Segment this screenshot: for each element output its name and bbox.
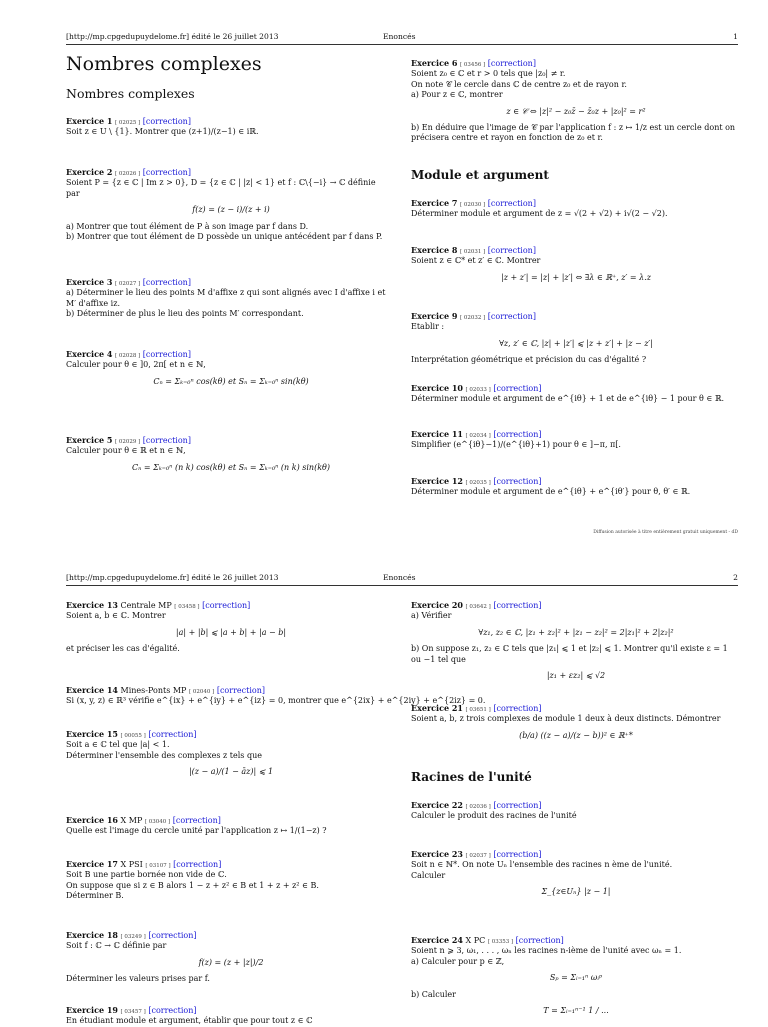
correction-link[interactable]: [correction] — [142, 168, 191, 177]
exercise-1 — [66, 116, 396, 138]
exercise-text: Soient z ∈ ℂ* et z′ ∈ ℂ. Montrer — [411, 256, 541, 266]
exercise-text: Calculer pour θ ∈ ℝ et n ∈ ℕ, — [66, 446, 186, 456]
exercise-heading — [411, 703, 741, 714]
exercise-code: [ 03651 ] — [465, 707, 491, 713]
exercise-source: X PC — [465, 936, 486, 945]
correction-link[interactable]: [correction] — [142, 117, 191, 126]
exercise-label: Exercice 21 — [411, 703, 463, 713]
correction-link[interactable]: [correction] — [216, 686, 265, 695]
exercise-8 — [411, 245, 741, 289]
exercise-code: [ 02032 ] — [459, 315, 486, 321]
display-formula: T = Σᵢ₌₁ⁿ⁻¹ 1 / ... — [543, 1005, 609, 1015]
exercise-label: Exercice 13 — [66, 600, 118, 610]
exercise-text: M′ d'affixe iz. — [66, 298, 120, 308]
exercise-label: Exercice 17 — [66, 859, 118, 869]
exercise-code: [ 03353 ] — [487, 939, 514, 945]
exercise-code: [ 03458 ] — [174, 604, 200, 610]
exercise-label: Exercice 16 — [66, 815, 118, 825]
exercise-text: a) Calculer pour p ∈ ℤ, — [411, 956, 505, 966]
exercise-label: Exercice 6 — [411, 58, 458, 68]
display-formula: f(z) = (z + |z|)/2 — [198, 957, 264, 967]
exercise-heading — [66, 1005, 396, 1016]
exercise-heading — [411, 198, 741, 209]
exercise-6 — [411, 58, 741, 144]
exercise-code: [ 03456 ] — [459, 62, 486, 68]
exercise-label: Exercice 10 — [411, 383, 463, 393]
footer-note: Diffusion autorisée à titre entièrement gratuit uniquement - dD — [593, 530, 738, 535]
exercise-9 — [411, 311, 741, 366]
header-url[interactable]: [http://mp.cpgedupuydelome.fr] édité le 26 juillet 2013 — [66, 573, 279, 582]
exercise-label: Exercice 5 — [66, 435, 113, 445]
exercise-heading — [66, 815, 396, 826]
exercise-label: Exercice 9 — [411, 311, 458, 321]
exercise-text: par — [66, 188, 80, 198]
exercise-4 — [66, 349, 396, 393]
display-formula: Cₙ = Σₖ₌₀ⁿ (n k) cos(kθ) et Sₙ = Σₖ₌₀ⁿ (n k) sin(kθ) — [132, 462, 330, 472]
section-title: Nombres complexes — [66, 86, 195, 101]
exercise-text: Calculer le produit des racines de l'unité — [411, 811, 577, 821]
exercise-heading — [66, 349, 396, 360]
exercise-heading — [66, 116, 396, 127]
exercise-5 — [66, 435, 396, 479]
exercise-code: [ 02029 ] — [114, 439, 141, 445]
exercise-text: Soient n ⩾ 3, ω₁, . . . , ωₙ les racines n-ième de l'unité avec ωₙ = 1. — [411, 946, 682, 956]
correction-link[interactable]: [correction] — [142, 350, 191, 359]
exercise-text: et préciser les cas d'égalité. — [66, 644, 180, 654]
display-formula: |z₁ + εz₂| ⩽ √2 — [546, 670, 606, 680]
correction-link[interactable]: [correction] — [142, 278, 191, 287]
header-url[interactable]: [http://mp.cpgedupuydelome.fr] édité le 26 juillet 2013 — [66, 32, 279, 41]
exercise-text: Déterminer module et argument de e^{iθ} + e^{iθ′} pour θ, θ′ ∈ ℝ. — [411, 487, 691, 497]
exercise-text: a) Déterminer le lieu des points M d'affixe z qui sont alignés avec I d'affixe i et — [66, 288, 386, 298]
correction-link[interactable]: [correction] — [148, 730, 197, 739]
exercise-text: En étudiant module et argument, établir que pour tout z ∈ ℂ — [66, 1016, 313, 1026]
page-header — [66, 32, 738, 45]
page-number: 1 — [733, 32, 738, 41]
exercise-label: Exercice 22 — [411, 800, 463, 810]
exercise-23 — [411, 849, 741, 904]
exercise-text: Calculer — [411, 870, 446, 880]
exercise-heading — [66, 277, 396, 288]
exercise-text: Déterminer l'ensemble des complexes z tels que — [66, 750, 262, 760]
exercise-source: X MP — [120, 816, 143, 825]
exercise-text: Soit z ∈ U \ {1}. Montrer que (z+1)/(z−1) ∈ iℝ. — [66, 127, 259, 137]
exercise-source: X PSI — [120, 860, 143, 869]
display-formula: (b/a) ((z − a)/(z − b))² ∈ ℝ⁺* — [519, 730, 633, 740]
display-formula: Cₙ = Σₖ₌₀ⁿ cos(kθ) et Sₙ = Σₖ₌₀ⁿ sin(kθ) — [153, 376, 309, 386]
display-formula: |(z − a)/(1 − āz)| ⩽ 1 — [188, 767, 274, 777]
exercise-heading — [411, 245, 741, 256]
exercise-11 — [411, 429, 741, 451]
correction-link[interactable]: [correction] — [493, 384, 542, 393]
correction-link[interactable]: [correction] — [493, 430, 542, 439]
display-formula: Sₚ = Σᵢ₌₁ⁿ ωᵢᵖ — [549, 973, 603, 983]
exercise-text: Soit n ∈ ℕ*. On note Uₙ l'ensemble des racines n ème de l'unité. — [411, 860, 673, 870]
correction-link[interactable]: [correction] — [173, 860, 222, 869]
header-center: Enoncés — [383, 573, 416, 582]
exercise-text: Interprétation géométrique et précision du cas d'égalité ? — [411, 355, 647, 365]
exercise-code: [ 02028 ] — [114, 353, 141, 359]
exercise-text: b) Calculer — [411, 989, 456, 999]
exercise-text: Soit f : ℂ → ℂ définie par — [66, 941, 167, 951]
exercise-text: Si (x, y, z) ∈ ℝ³ vérifie e^{ix} + e^{iy} + e^{iz} = 0, montrer que e^{2ix} + e^{2iy} + e^{2iz} = 0. — [66, 696, 486, 706]
header-center: Enoncés — [383, 32, 416, 41]
correction-link[interactable]: [correction] — [142, 436, 191, 445]
exercise-heading — [411, 383, 741, 394]
exercise-text: On note 𝒞 le cercle dans ℂ de centre z₀ et de rayon r. — [411, 79, 627, 89]
correction-link[interactable]: [correction] — [487, 312, 536, 321]
exercise-text: Calculer pour θ ∈ ]0, 2π[ et n ∈ ℕ, — [66, 360, 206, 370]
exercise-label: Exercice 23 — [411, 849, 463, 859]
exercise-label: Exercice 1 — [66, 116, 113, 126]
exercise-text: Soient a, b, z trois complexes de module 1 deux à deux distincts. Démontrer — [411, 714, 721, 724]
exercise-text: Soit B une partie bornée non vide de ℂ. — [66, 870, 227, 880]
exercise-label: Exercice 12 — [411, 476, 463, 486]
exercise-label: Exercice 14 — [66, 685, 118, 695]
exercise-code: [ 03457 ] — [120, 1009, 146, 1015]
exercise-code: [ 02027 ] — [114, 281, 141, 287]
exercise-code: [ 02037 ] — [465, 853, 491, 859]
exercise-heading — [66, 600, 396, 611]
exercise-label: Exercice 8 — [411, 245, 458, 255]
exercise-20 — [411, 600, 741, 687]
exercise-21 — [411, 703, 741, 747]
correction-link[interactable]: [correction] — [148, 1006, 197, 1015]
exercise-code: [ 02036 ] — [465, 804, 491, 810]
exercise-heading — [411, 311, 741, 322]
exercise-code: [ 02034 ] — [465, 433, 491, 439]
exercise-text: a) Pour z ∈ ℂ, montrer — [411, 90, 503, 100]
exercise-text: précisera centre et rayon en fonction de z₀ et r. — [411, 133, 603, 143]
exercise-heading — [411, 800, 741, 811]
exercise-label: Exercice 18 — [66, 930, 118, 940]
correction-link[interactable]: [correction] — [493, 477, 542, 486]
exercise-text: b) Montrer que tout élément de D possède un unique antécédent par f dans P. — [66, 231, 383, 241]
exercise-10 — [411, 383, 741, 405]
exercise-text: Déterminer les valeurs prises par f. — [66, 974, 210, 984]
exercise-16 — [66, 815, 396, 837]
display-formula: Σ_{z∈Uₙ} |z − 1| — [541, 887, 611, 897]
exercise-source: Mines-Ponts MP — [120, 686, 187, 695]
exercise-text: Quelle est l'image du cercle unité par l'application z ↦ 1/(1−z) ? — [66, 826, 327, 836]
exercise-text: ou −1 tel que — [411, 654, 466, 664]
exercise-text: b) Déterminer de plus le lieu des points M′ correspondant. — [66, 309, 304, 319]
exercise-heading — [411, 429, 741, 440]
exercise-code: [ 02035 ] — [465, 480, 491, 486]
display-formula: ∀z, z′ ∈ ℂ, |z| + |z′| ⩽ |z + z′| + |z − z′| — [499, 338, 653, 348]
exercise-code: [ 00055 ] — [120, 733, 146, 739]
exercise-text: Etablir : — [411, 322, 445, 332]
exercise-code: [ 02030 ] — [459, 202, 486, 208]
exercise-text: Soient z₀ ∈ ℂ et r > 0 tels que |z₀| ≠ r. — [411, 69, 566, 79]
exercise-text: a) Montrer que tout élément de P à son image par f dans D. — [66, 221, 309, 231]
correction-link[interactable]: [correction] — [148, 931, 197, 940]
page-header — [66, 573, 738, 586]
exercise-label: Exercice 15 — [66, 729, 118, 739]
exercise-15 — [66, 729, 396, 784]
exercise-text: b) En déduire que l'image de 𝒞 par l'application f : z ↦ 1/z est un cercle dont on — [411, 122, 736, 132]
exercise-label: Exercice 7 — [411, 198, 458, 208]
exercise-label: Exercice 11 — [411, 429, 463, 439]
exercise-label: Exercice 20 — [411, 600, 463, 610]
exercise-code: [ 02031 ] — [459, 249, 486, 255]
exercise-text: Simplifier (e^{iθ}−1)/(e^{iθ}+1) pour θ ∈ ]−π, π[. — [411, 440, 621, 450]
exercise-code: [ 03040 ] — [144, 819, 171, 825]
page-number: 2 — [733, 573, 738, 582]
exercise-heading — [411, 935, 741, 946]
display-formula: ∀z₁, z₂ ∈ ℂ, |z₁ + z₂|² + |z₁ − z₂|² = 2|z₁|² + 2|z₂|² — [478, 627, 674, 637]
exercise-code: [ 02025 ] — [114, 120, 141, 126]
correction-link[interactable]: [correction] — [493, 850, 542, 859]
exercise-text: Déterminer module et argument de e^{iθ} + 1 et de e^{iθ} − 1 pour θ ∈ ℝ. — [411, 394, 725, 404]
exercise-code: [ 03642 ] — [465, 604, 491, 610]
correction-link[interactable]: [correction] — [493, 801, 542, 810]
exercise-heading — [411, 600, 741, 611]
exercise-code: [ 02040 ] — [188, 689, 215, 695]
exercise-17 — [66, 859, 396, 902]
correction-link[interactable]: [correction] — [172, 816, 221, 825]
exercise-text: a) Vérifier — [411, 611, 452, 621]
correction-link[interactable]: [correction] — [493, 601, 542, 610]
exercise-source: Centrale MP — [120, 601, 172, 610]
exercise-text: Déterminer module et argument de z = √(2 + √2) + i√(2 − √2). — [411, 209, 668, 219]
exercise-text: Soit a ∈ ℂ tel que |a| < 1. — [66, 740, 170, 750]
display-formula: f(z) = (z − i)/(z + i) — [192, 205, 270, 215]
exercise-code: [ 02033 ] — [465, 387, 491, 393]
exercise-text: Déterminer B. — [66, 891, 124, 901]
correction-link[interactable]: [correction] — [487, 199, 536, 208]
correction-link[interactable]: [correction] — [202, 601, 251, 610]
section-title: Module et argument — [411, 168, 549, 182]
correction-link[interactable]: [correction] — [487, 246, 536, 255]
display-formula: |a| + |b| ⩽ |a + b| + |a − b| — [175, 627, 287, 637]
exercise-heading — [411, 849, 741, 860]
exercise-18 — [66, 930, 396, 985]
document-title: Nombres complexes — [66, 53, 262, 75]
exercise-heading — [66, 930, 396, 941]
exercise-22 — [411, 800, 741, 822]
page-2 — [0, 560, 768, 1024]
exercise-label: Exercice 24 — [411, 935, 463, 945]
exercise-label: Exercice 3 — [66, 277, 113, 287]
exercise-heading — [66, 167, 396, 178]
exercise-code: [ 02026 ] — [114, 171, 141, 177]
exercise-heading — [66, 685, 396, 696]
exercise-14 — [66, 685, 486, 707]
display-formula: |z + z′| = |z| + |z′| ⇔ ∃λ ∈ ℝ⁺, z′ = λ.z — [501, 272, 651, 282]
section-title: Racines de l'unité — [411, 770, 532, 784]
exercise-heading — [411, 58, 741, 69]
exercise-2 — [66, 167, 396, 242]
exercise-7 — [411, 198, 741, 220]
exercise-3 — [66, 277, 396, 320]
exercise-heading — [66, 435, 396, 446]
exercise-text: Soient P = {z ∈ ℂ | Im z > 0}, D = {z ∈ ℂ | |z| < 1} et f : ℂ\{−i} → ℂ définie — [66, 178, 376, 188]
exercise-heading — [411, 476, 741, 487]
exercise-label: Exercice 19 — [66, 1005, 118, 1015]
display-formula: z ∈ 𝒞 ⇔ |z|² − z₀z̄ − z̄₀z + |z₀|² = r² — [506, 106, 646, 116]
exercise-12 — [411, 476, 741, 498]
exercise-code: [ 03107 ] — [145, 863, 171, 869]
exercise-text: Soient a, b ∈ ℂ. Montrer — [66, 611, 166, 621]
exercise-24 — [411, 935, 741, 1022]
exercise-label: Exercice 2 — [66, 167, 113, 177]
correction-link[interactable]: [correction] — [487, 59, 536, 68]
exercise-label: Exercice 4 — [66, 349, 113, 359]
correction-link[interactable]: [correction] — [493, 704, 542, 713]
exercise-text: On suppose que si z ∈ B alors 1 − z + z² ∈ B et 1 + z + z² ∈ B. — [66, 880, 319, 890]
correction-link[interactable]: [correction] — [515, 936, 564, 945]
exercise-code: [ 03249 ] — [120, 934, 146, 940]
exercise-text: b) On suppose z₁, z₂ ∈ ℂ tels que |z₁| ⩽ 1 et |z₂| ⩽ 1. Montrer qu'il existe ε = 1 — [411, 644, 728, 654]
exercise-heading — [66, 859, 396, 870]
exercise-13 — [66, 600, 396, 655]
exercise-heading — [66, 729, 396, 740]
